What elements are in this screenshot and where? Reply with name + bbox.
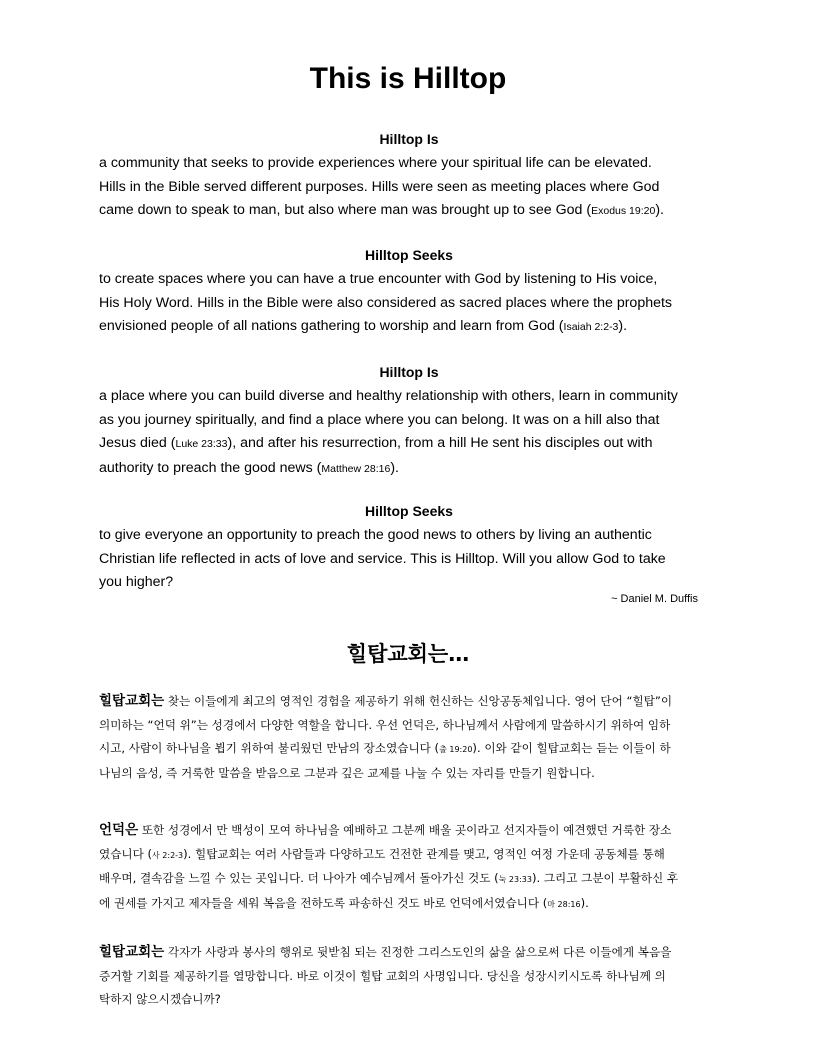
text-segment: ). 그리고 그분이 부활하신 후 <box>531 871 679 885</box>
text-segment: 탁하지 않으시겠습니까? <box>99 992 221 1006</box>
text-segment: 또한 성경에서 만 백성이 모여 하나님을 예배하고 그분께 배울 곳이라고 선지자들이 예견했던 거룩한 장소 <box>141 823 672 837</box>
text-line <box>99 737 719 762</box>
section-heading: Hilltop Seeks <box>365 247 453 263</box>
scripture-reference: Isaiah 2:2-3 <box>563 321 619 333</box>
text-line <box>99 819 719 843</box>
text-line <box>99 965 719 989</box>
text-line <box>99 843 719 868</box>
section-heading: Hilltop Is <box>379 131 439 147</box>
text-segment: you higher? <box>99 574 174 590</box>
scripture-reference: Luke 23:33 <box>175 438 228 450</box>
text-line <box>99 268 719 292</box>
text-line <box>99 892 719 917</box>
text-segment: 각자가 사랑과 봉사의 행위로 뒷받침 되는 진정한 그리스도인의 삶을 삶으로써 다른 이들에게 복음을 <box>167 945 672 959</box>
text-segment: ), and after his resurrection, from a hill He sent his disciples out with <box>227 435 653 451</box>
text-line <box>99 457 719 482</box>
paragraph-lead: 언덕은 <box>99 822 139 838</box>
text-line <box>99 176 719 200</box>
text-line <box>99 152 719 176</box>
text-segment: envisioned people of all nations gathering to worship and learn from God ( <box>99 318 564 334</box>
scripture-reference: Matthew 28:16 <box>321 462 391 475</box>
text-line <box>99 762 719 786</box>
section-heading: Hilltop Seeks <box>365 503 453 519</box>
text-line <box>99 867 719 892</box>
text-segment: a place where you can build diverse and healthy relationship with others, learn in community <box>99 388 678 404</box>
text-line <box>99 988 719 1012</box>
section <box>99 130 719 224</box>
page-title: This is Hilltop <box>309 62 507 95</box>
text-line <box>99 714 719 738</box>
section <box>99 502 719 595</box>
section-body <box>99 268 719 340</box>
text-segment: 증거할 기회를 제공하기를 열망합니다. 바로 이것이 힐탑 교회의 사명입니다. 당신을 성장시키시도록 하나님께 의 <box>99 968 666 983</box>
korean-paragraph <box>99 819 719 916</box>
text-line <box>99 409 719 433</box>
korean-paragraph <box>99 941 719 1012</box>
text-segment: ). <box>618 318 628 334</box>
text-segment: 의미하는 “언덕 위”는 성경에서 다양한 역할을 합니다. 우선 언덕은, 하나님께서 사람에게 말씀하시기 위하여 임하 <box>99 717 671 732</box>
text-segment: to create spaces where you can have a true encounter with God by listening to His voice, <box>99 271 658 287</box>
scripture-reference: Exodus 19:20 <box>591 205 656 217</box>
section <box>99 246 719 340</box>
text-line <box>99 315 719 340</box>
text-line <box>99 548 719 572</box>
scripture-reference: 사 2:2-3 <box>152 850 184 860</box>
text-segment: to give everyone an opportunity to preach the good news to others by living an authentic <box>99 527 652 543</box>
text-line <box>99 385 719 409</box>
text-segment: ). <box>580 895 589 910</box>
text-segment: Hills in the Bible served different purposes. Hills were seen as meeting places where God <box>99 178 660 195</box>
text-segment: 에 권세를 가지고 제자들을 세워 복음을 전하도록 파송하신 것도 바로 언덕에서였습니다 ( <box>99 895 548 910</box>
text-line <box>99 690 719 714</box>
signature: ~ Daniel M. Duffis <box>611 593 698 605</box>
paragraph-lead: 힐탑교회는 <box>99 693 165 709</box>
text-line <box>99 571 719 595</box>
section-heading: Hilltop Is <box>379 364 439 380</box>
section-body <box>99 152 719 224</box>
korean-title: 힐탑교회는… <box>346 642 470 666</box>
scripture-reference: 출 19:20 <box>439 745 473 754</box>
section <box>99 363 719 481</box>
text-segment: as you journey spiritually, and find a place where you can belong. It was on a hill also that <box>99 411 660 428</box>
scripture-reference: 눅 23:33 <box>498 875 532 884</box>
text-line <box>99 524 719 548</box>
text-segment: Christian life reflected in acts of love and service. This is Hilltop. Will you allow God to take <box>99 550 666 567</box>
scripture-reference: 마 28:16 <box>547 899 581 909</box>
text-line <box>99 292 719 316</box>
text-segment: authority to preach the good news ( <box>99 459 322 476</box>
text-segment: 시고, 사람이 하나님을 뵙기 위하여 불리웠던 만남의 장소였습니다 ( <box>99 741 440 755</box>
text-segment: ). 이와 같이 힐탑교회는 듣는 이들이 하 <box>472 741 671 755</box>
text-segment: 나님의 음성, 즉 거룩한 말씀을 받음으로 그분과 깊은 교제를 나눌 수 있는 자리를 만들기 원합니다. <box>99 765 595 780</box>
text-segment: 배우며, 결속감을 느낄 수 있는 곳입니다. 더 나아가 예수님께서 돌아가신 것도 ( <box>99 871 499 885</box>
text-segment: ). <box>390 459 399 476</box>
text-segment: came down to speak to man, but also where man was brought up to see God ( <box>99 202 592 218</box>
text-segment: Jesus died ( <box>99 435 176 451</box>
text-segment: ). 힐탑교회는 여러 사람들과 다양하고도 건전한 관계를 맺고, 영적인 여정 가운데 공동체를 통해 <box>183 846 665 861</box>
text-segment: 였습니다 ( <box>99 846 153 861</box>
text-segment: ). <box>655 202 664 218</box>
text-line <box>99 432 719 457</box>
text-line <box>99 199 719 224</box>
text-segment: a community that seeks to provide experiences where your spiritual life can be elevated. <box>99 155 652 171</box>
text-line <box>99 941 719 965</box>
section-body <box>99 385 719 481</box>
korean-paragraph <box>99 690 719 785</box>
text-segment: His Holy Word. Hills in the Bible were also considered as sacred places where the prophets <box>99 294 673 311</box>
paragraph-lead: 힐탑교회는 <box>99 944 165 960</box>
text-segment: 찾는 이들에게 최고의 영적인 경험을 제공하기 위해 헌신하는 신앙공동체입니다. 영어 단어 “힐탑”이 <box>167 694 673 708</box>
section-body <box>99 524 719 595</box>
